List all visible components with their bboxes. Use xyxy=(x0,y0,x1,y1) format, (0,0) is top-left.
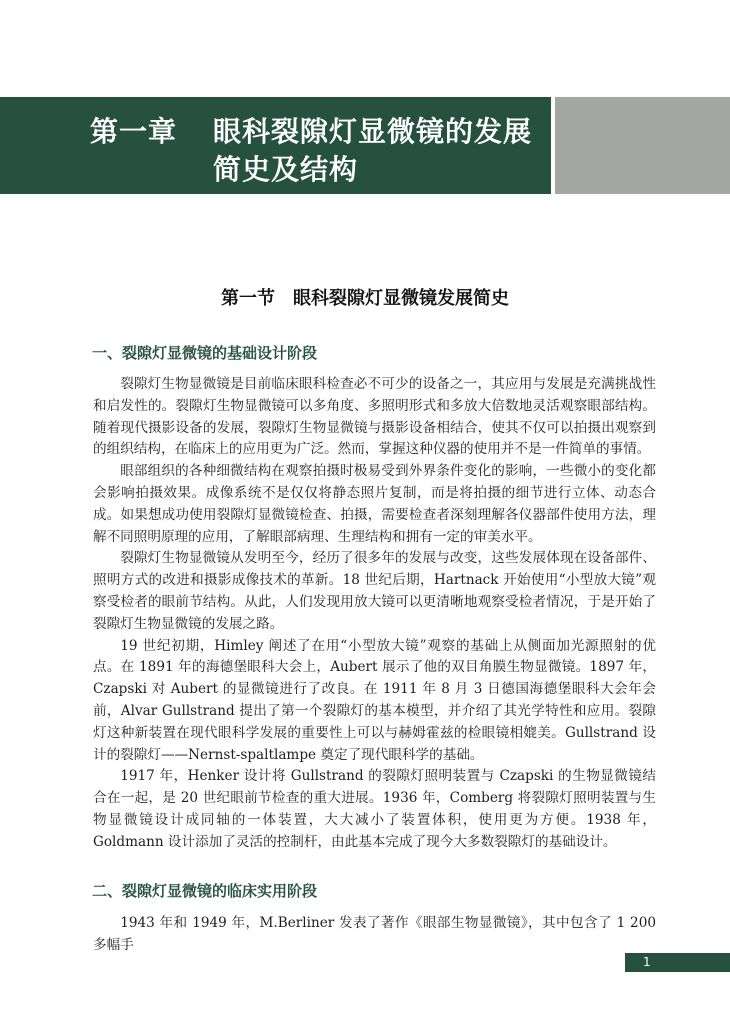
subsection-heading-1: 一、裂隙灯显微镜的基础设计阶段 xyxy=(92,344,318,362)
paragraph: 1943 年和 1949 年，M.Berliner 发表了著作《眼部生物显微镜》，其中包含了 1 200 多幅手 xyxy=(93,915,656,953)
section-heading: 第一节 眼科裂隙灯显微镜发展简史 xyxy=(221,288,509,309)
subsection-2-body xyxy=(93,913,656,957)
paragraph: 裂隙灯生物显微镜是目前临床眼科检查必不可少的设备之一，其应用与发展是充满挑战性和启发性的。裂隙灯生物显微镜可以多角度、多照明形式和多放大倍数地灵活观察眼部结构。随着现代摄影设备的发展，裂隙灯生物显微镜与摄影设备相结合，使其不仅可以拍摄出观察到的组织结构，在临床上的应用更为广泛。然而，掌握这种仪器的使用并不是一件简单的事情。 xyxy=(93,376,656,458)
paragraph: 裂隙灯生物显微镜从发明至今，经历了很多年的发展与改变，这些发展体现在设备部件、照明方式的改进和摄影成像技术的革新。18 世纪后期，Hartnack 开始使用“小型放大镜”观察受检者的眼前节结构。从此，人们发现用放大镜可以更清晰地观察受检者情况，于是开始了裂隙灯生物显微镜的发展之路。 xyxy=(93,550,656,632)
chapter-label: 第一章 xyxy=(90,115,178,148)
paragraph: 眼部组织的各种细微结构在观察拍摄时极易受到外界条件变化的影响，一些微小的变化都会影响拍摄效果。成像系统不是仅仅将静态照片复制，而是将拍摄的细节进行立体、动态合成。如果想成功使用裂隙灯显微镜检查、拍摄，需要检查者深刻理解各仪器部件使用方法，理解不同照明原理的应用，了解眼部病理、生理结构和拥有一定的审美水平。 xyxy=(93,463,656,545)
page-number-tab xyxy=(625,953,730,972)
paragraph: 1917 年，Henker 设计将 Gullstrand 的裂隙灯照明装置与 Czapski 的生物显微镜结合在一起，是 20 世纪眼前节检查的重大进展。1936 年，Comberg 将裂隙灯照明装置与生物显微镜设计成同轴的一体装置，大大减小了装置体积，使用更为方便。1938 年，Goldmann 设计添加了灵活的控制杆，由此基本完成了现今大多数裂隙灯的基础设计。 xyxy=(93,768,656,850)
subsection-heading-2: 二、裂隙灯显微镜的临床实用阶段 xyxy=(92,882,318,900)
chapter-banner-side-block xyxy=(555,97,730,194)
subsection-1-body xyxy=(93,374,656,854)
page-number: 1 xyxy=(643,955,651,969)
paragraph: 19 世纪初期，Himley 阐述了在用“小型放大镜”观察的基础上从侧面加光源照射的优点。在 1891 年的海德堡眼科大会上，Aubert 展示了他的双目角膜生物显微镜。1897 年，Czapski 对 Aubert 的显微镜进行了改良。在 1911 年 8 月 3 日德国海德堡眼科大会年会前，Alvar Gullstrand 提出了第一个裂隙灯的基本模型，并介绍了其光学特性和应用。裂隙灯这种新装置在现代眼科学发展的重要性上可以与赫姆霍兹的检眼镜相媲美。Gullstrand 设计的裂隙灯——Nernst-spaltlampe 奠定了现代眼科学的基础。 xyxy=(93,637,656,763)
chapter-title: 眼科裂隙灯显微镜的发展简史及结构 xyxy=(213,115,533,186)
